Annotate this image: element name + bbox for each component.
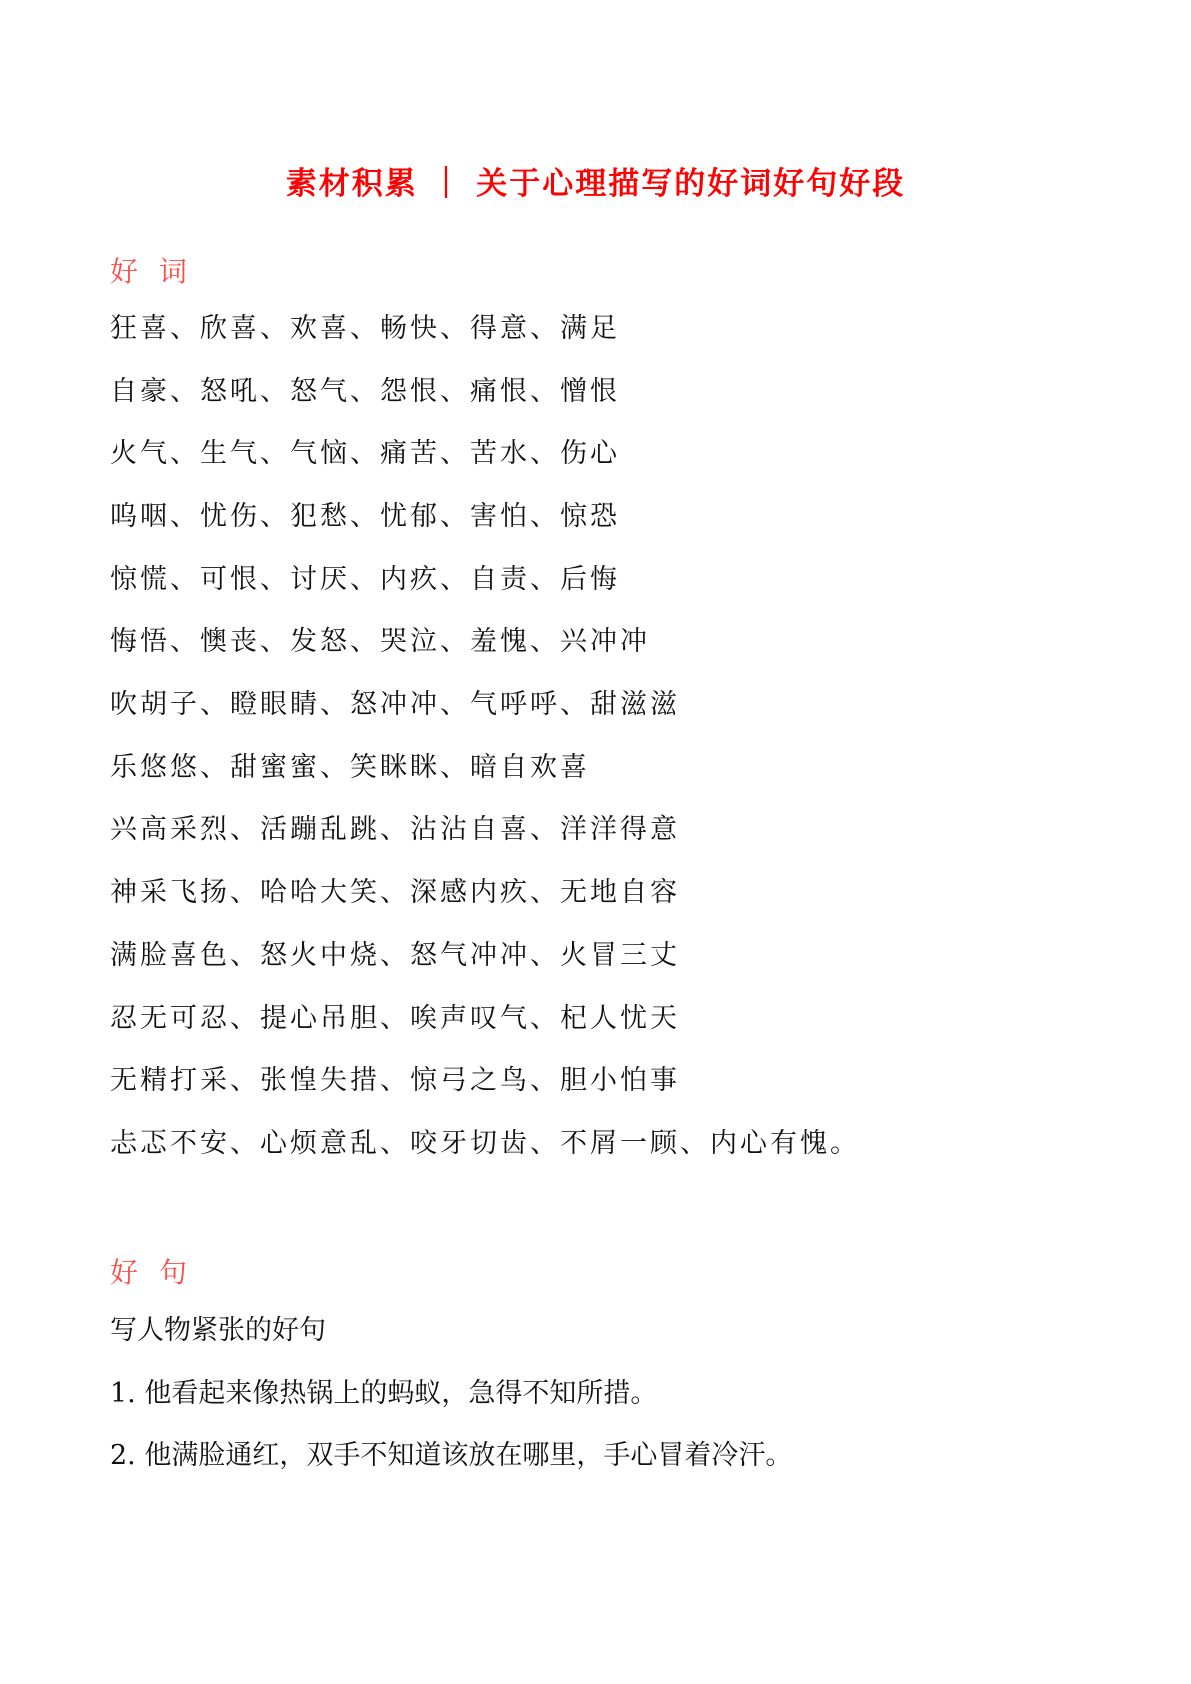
word-line: 无精打采、张惶失措、惊弓之鸟、胆小怕事 [110,1065,680,1096]
word-line: 狂喜、欣喜、欢喜、畅快、得意、满足 [110,313,620,344]
section-heading-good-words: 好 词 [110,255,193,288]
sentence-item: 2. 他满脸通红，双手不知道该放在哪里，手心冒着冷汗。 [110,1440,793,1471]
word-line: 火气、生气、气恼、痛苦、苦水、伤心 [110,438,620,469]
sentence-item: 1. 他看起来像热锅上的蚂蚁，急得不知所措。 [110,1378,658,1409]
word-line: 神采飞扬、哈哈大笑、深感内疚、无地自容 [110,877,680,908]
word-line: 忐忑不安、心烦意乱、咬牙切齿、不屑一顾、内心有愧。 [110,1128,860,1159]
word-line: 满脸喜色、怒火中烧、怒气冲冲、火冒三丈 [110,940,680,971]
word-line: 乐悠悠、甜蜜蜜、笑眯眯、暗自欢喜 [110,752,590,783]
word-line: 兴高采烈、活蹦乱跳、沾沾自喜、洋洋得意 [110,814,680,845]
document-title: 素材积累 ｜ 关于心理描写的好词好句好段 [285,166,906,202]
word-line: 忍无可忍、提心吊胆、唉声叹气、杞人忧天 [110,1003,680,1034]
word-line: 呜咽、忧伤、犯愁、忧郁、害怕、惊恐 [110,501,620,532]
word-line: 吹胡子、瞪眼睛、怒冲冲、气呼呼、甜滋滋 [110,689,680,720]
word-line: 悔悟、懊丧、发怒、哭泣、羞愧、兴冲冲 [110,626,650,657]
word-line: 惊慌、可恨、讨厌、内疚、自责、后悔 [110,564,620,595]
section-heading-good-sentences: 好 句 [110,1256,193,1289]
word-line: 自豪、怒吼、怒气、怨恨、痛恨、憎恨 [110,376,620,407]
sentence-subheading: 写人物紧张的好句 [110,1315,326,1346]
